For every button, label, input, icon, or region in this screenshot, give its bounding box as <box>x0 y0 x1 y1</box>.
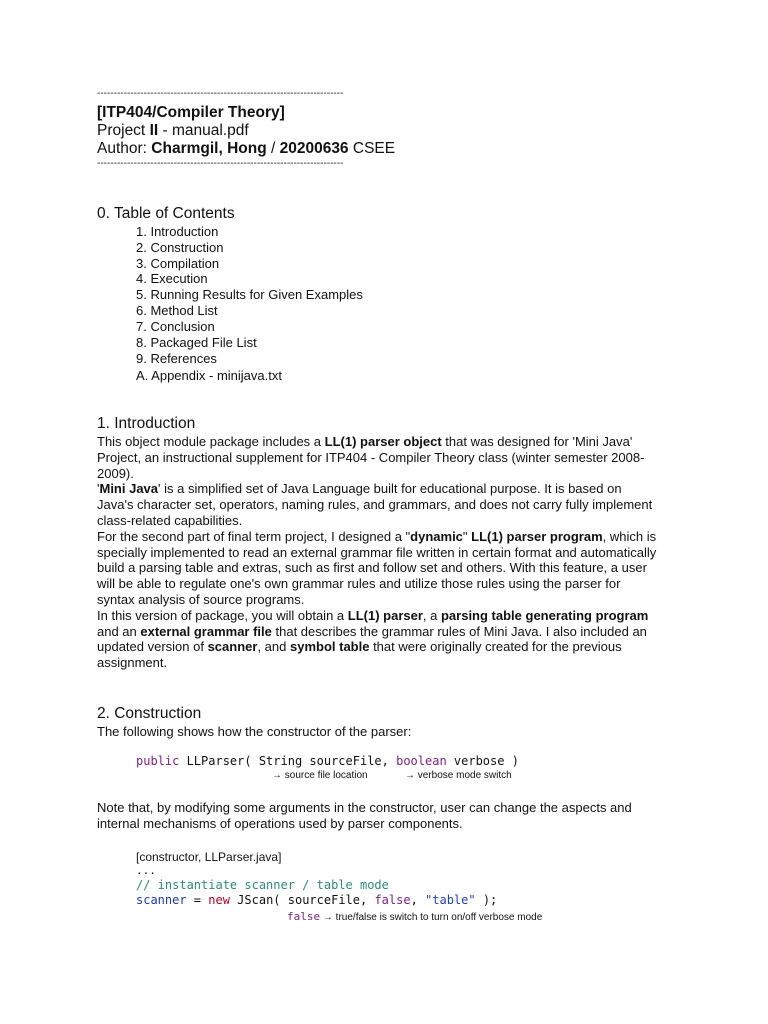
toc-item: 6. Method List <box>136 303 218 318</box>
toc-item: 4. Execution <box>136 271 208 286</box>
intro-paragraph: In this version of package, you will obtain a LL(1) parser, a parsing table generating program and an external grammar file that describes the grammar rules of Mini Java. I also included an updated version of scanner, and symbol table that were originally created for the previous assignment. <box>97 607 649 671</box>
toc-item: 9. References <box>136 351 217 366</box>
author-line <box>97 140 395 158</box>
toc-item: 8. Packaged File List <box>136 335 257 350</box>
constructor-signature: public LLParser( String sourceFile, boolean verbose ) <box>136 754 519 768</box>
course-title: [ITP404/Compiler Theory] <box>97 104 285 121</box>
intro-paragraph: This object module package includes a LL(1) parser object that was designed for 'Mini Java' Project, an instructional supplement for ITP404 - Compiler Theory class (winter semester 2008-2009). <box>97 434 645 481</box>
project-number: II <box>149 122 159 139</box>
toc-item: 2. Construction <box>136 240 224 255</box>
toc-item: 7. Conclusion <box>136 319 215 334</box>
construction-intro: The following shows how the constructor of the parser: <box>97 724 412 739</box>
project-prefix: Project <box>97 122 150 139</box>
code-false-note: false → true/false is switch to turn on/off verbose mode <box>287 910 543 923</box>
code-label: [constructor, LLParser.java] <box>136 850 282 864</box>
intro-heading: 1. Introduction <box>97 415 196 432</box>
code-comment: // instantiate scanner / table mode <box>136 878 389 892</box>
author-id: 20200636 <box>279 140 349 157</box>
divider-line-bottom: -------------------------------------------------------------------------- <box>97 158 344 169</box>
arg-note-verbose: → verbose mode switch <box>405 770 512 781</box>
toc-item: 1. Introduction <box>136 224 219 239</box>
project-line <box>97 122 249 140</box>
project-suffix: - manual.pdf <box>158 122 249 139</box>
toc-item: A. Appendix - minijava.txt <box>136 368 282 383</box>
construction-heading: 2. Construction <box>97 705 202 722</box>
divider-line-top: -------------------------------------------------------------------------- <box>97 88 344 99</box>
toc-heading: 0. Table of Contents <box>97 205 235 222</box>
intro-paragraph: 'Mini Java' is a simplified set of Java Language built for educational purpose. It is based on Java's character set, operators, naming rules, and grammars, and does not carry fully implement class-related capabilities. <box>97 481 653 528</box>
code-ellipsis: ... <box>136 864 156 877</box>
arg-note-source: → source file location <box>272 770 368 781</box>
author-separator: / <box>266 140 280 157</box>
intro-paragraph: For the second part of final term project, I designed a "dynamic" LL(1) parser program, which is specially implemented to read an external grammar file written in certain format and automatically build a parsing table and extras, such as first and follow set and others. With this feature, a user will be able to regulate one's own grammar rules and utilize those rules using the parser for syntax analysis of source programs. <box>97 528 657 607</box>
toc-item: 5. Running Results for Given Examples <box>136 287 363 302</box>
author-label: Author: <box>97 140 152 157</box>
construction-note <box>97 800 657 832</box>
author-name: Charmgil, Hong <box>151 140 267 157</box>
author-dept: CSEE <box>348 140 396 157</box>
intro-body <box>97 434 657 671</box>
code-scanner-line: scanner = new JScan( sourceFile, false, "table" ); <box>136 893 498 907</box>
construction-note-text: Note that, by modifying some arguments in the constructor, user can change the aspects and internal mechanisms of operations used by parser components. <box>97 800 632 831</box>
toc-item: 3. Compilation <box>136 256 220 271</box>
